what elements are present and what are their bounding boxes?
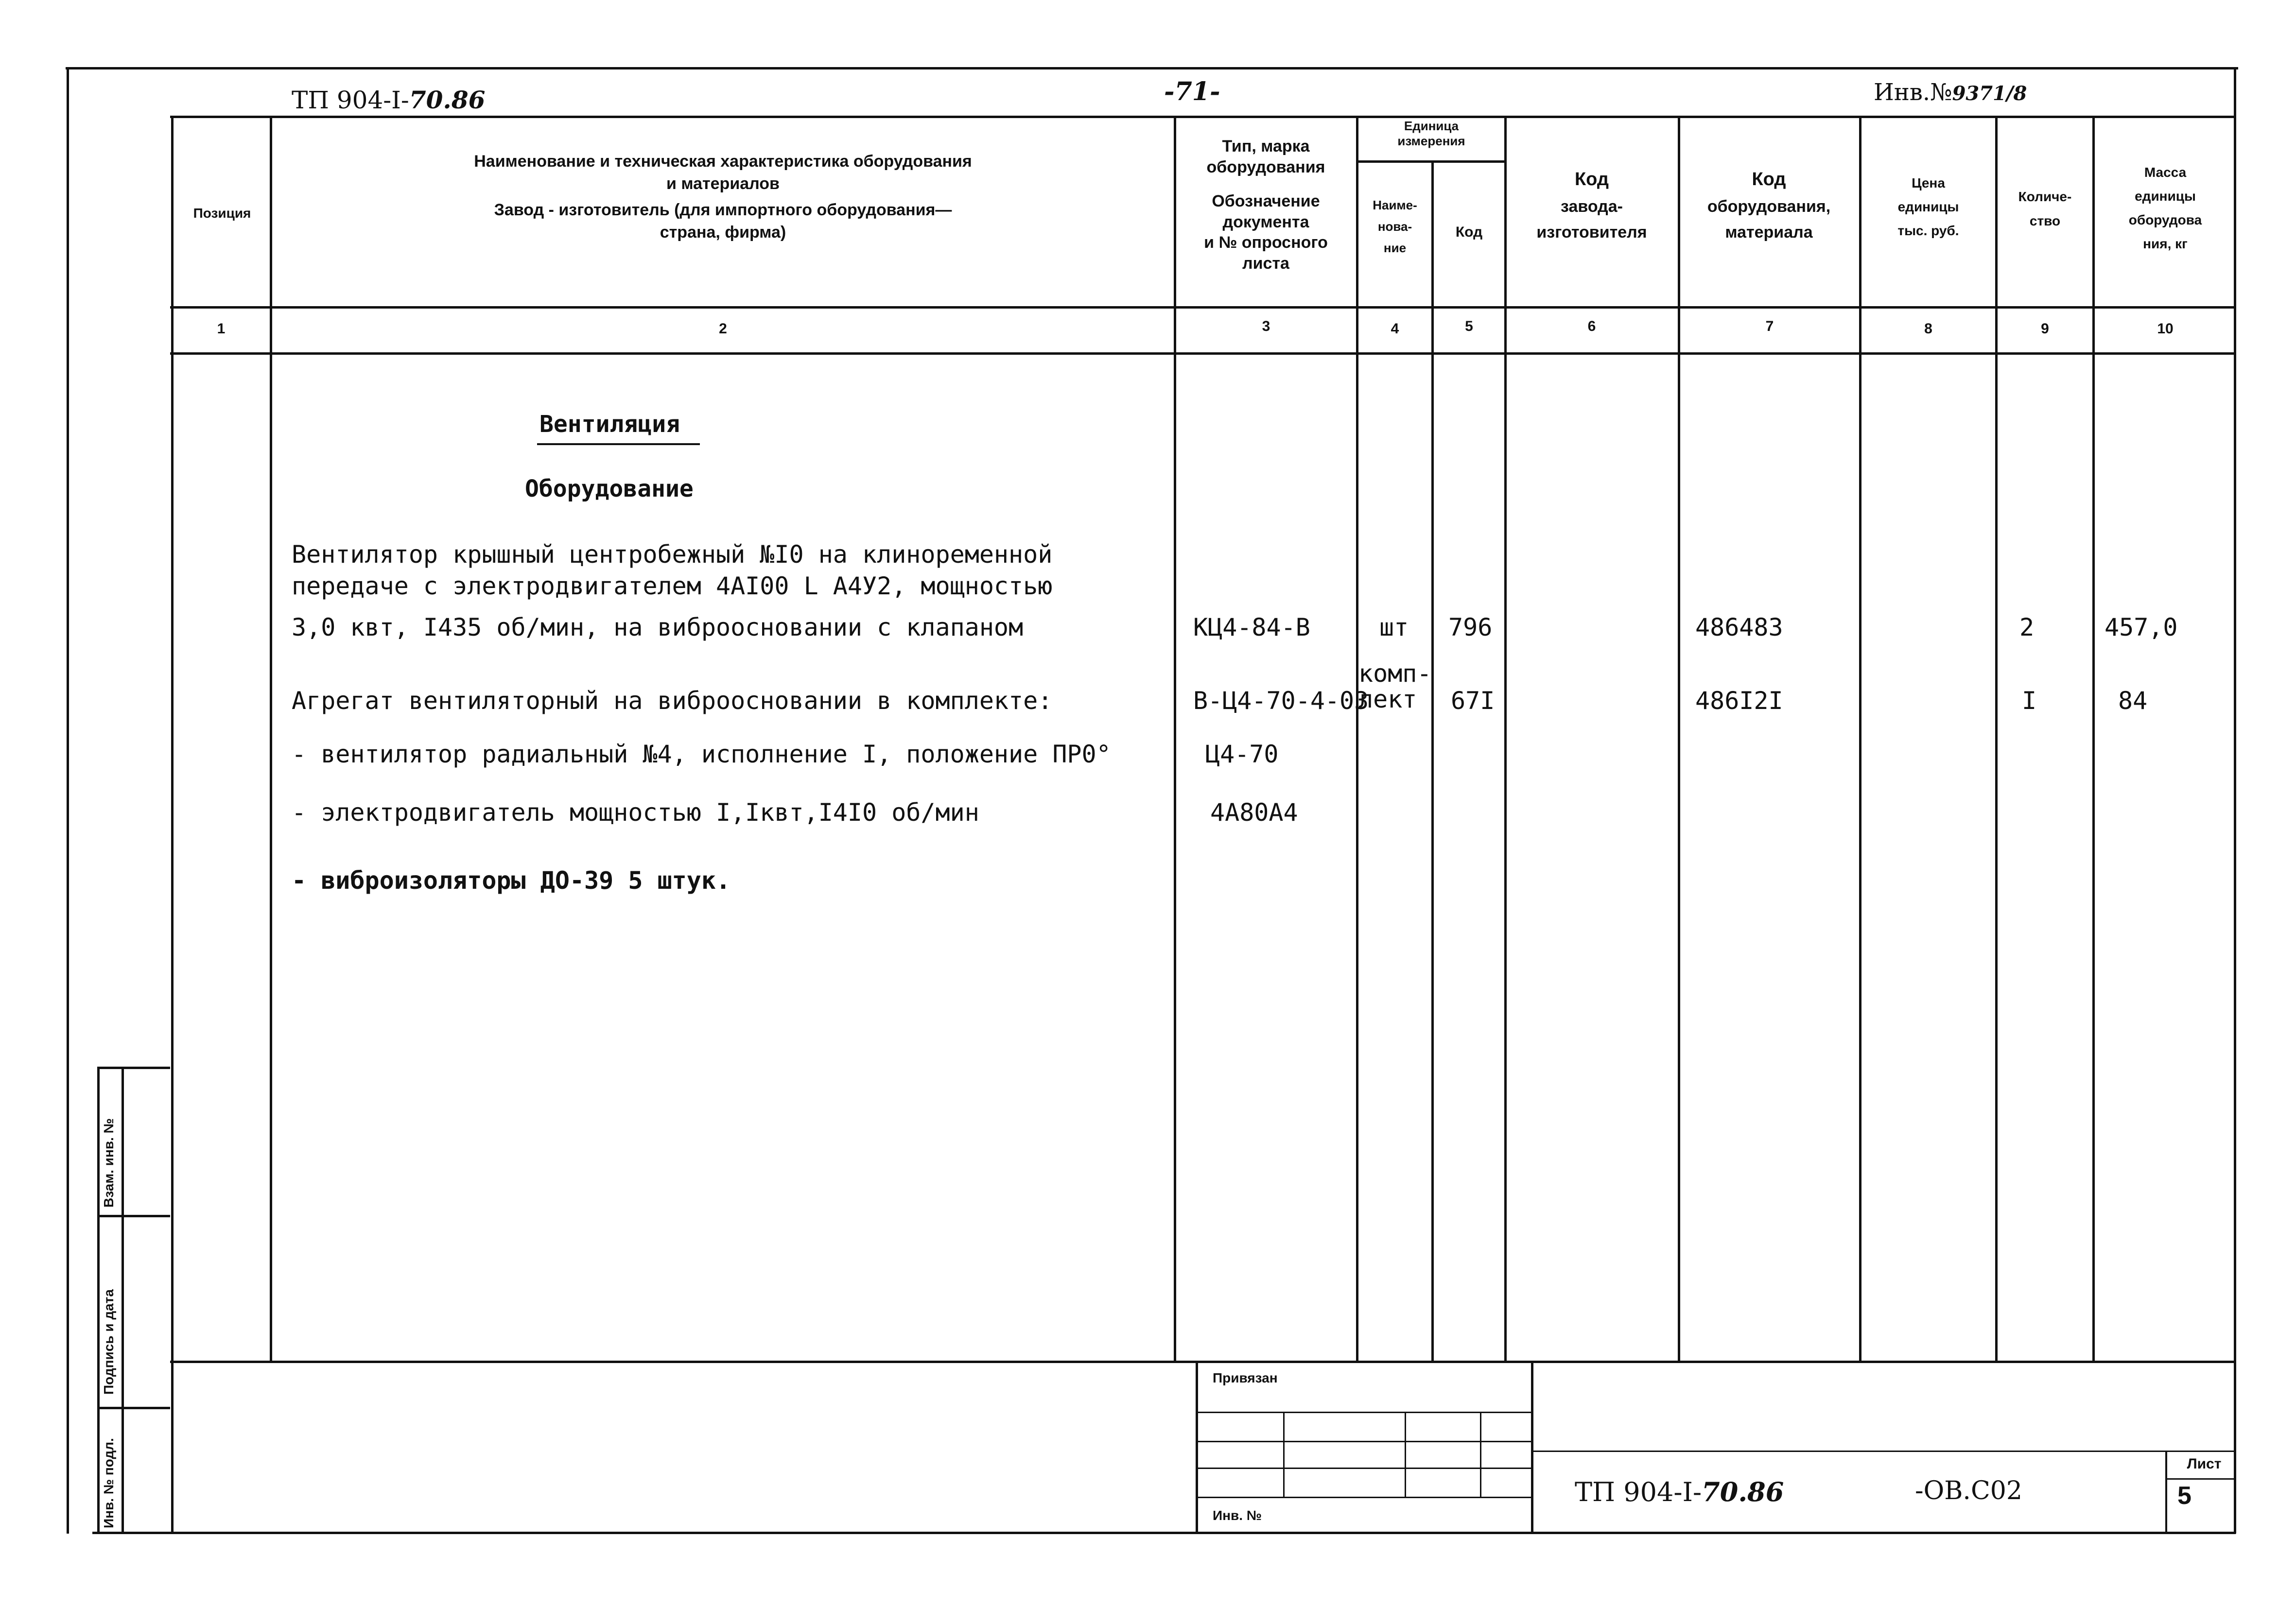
sub-item: - виброизоляторы ДО-39 5 штук. <box>292 866 731 895</box>
item1-mass: 457,0 <box>2105 613 2178 641</box>
footer-document-code <box>1575 1476 1784 1507</box>
col-header-price <box>1861 171 1995 242</box>
col-header-unit-line: Единица <box>1404 119 1459 133</box>
item2-equip-code: 486I2I <box>1695 687 1783 715</box>
footer-code-suffix: -ОВ.С02 <box>1915 1476 2022 1505</box>
col-header-price-line: Цена <box>1912 175 1945 190</box>
col-header-equip-code <box>1680 165 1858 245</box>
col-header-mass-line: единицы <box>2135 189 2196 204</box>
item1-desc-line: Вентилятор крышный центробежный №I0 на клиноременной <box>292 540 1053 569</box>
footer-code-prefix: ТП 904-I- <box>1575 1477 1702 1507</box>
col-header-equip-line: оборудования, <box>1707 197 1831 216</box>
col-header-qty-line: ство <box>2029 213 2061 229</box>
doc-code-handwritten: 70.86 <box>409 86 486 114</box>
inventory-number <box>1874 79 2027 106</box>
col-header-unit-name-line: Наиме- <box>1373 198 1417 212</box>
col-number: 9 <box>2041 321 2049 337</box>
col-header-position: Позиция <box>193 206 251 221</box>
section-title-underline <box>537 443 700 445</box>
col-header-mfr-line: Код <box>1574 169 1609 190</box>
col-header-mfr-code <box>1507 165 1677 245</box>
col-header-equip-line: материала <box>1725 223 1813 242</box>
col-header-type-line: листа <box>1242 254 1289 273</box>
col-header-name-line: Завод - изготовитель (для импортного оборудования— <box>494 200 952 219</box>
privyazan-label: Привязан <box>1213 1370 1278 1385</box>
item2-qty: I <box>2022 687 2037 715</box>
sub-item: - электродвигатель мощностью I,Iквт,I4I0 об/мин <box>292 798 979 827</box>
section-title: Вентиляция <box>539 411 680 438</box>
inv-no-label: Инв. № <box>1213 1508 1262 1523</box>
item1-equip-code: 486483 <box>1695 613 1783 641</box>
col-header-unit-name-line: нова- <box>1377 219 1412 234</box>
side-inv-orig-label: Инв. № подл. <box>101 1438 116 1528</box>
col-header-unit-line: измерения <box>1397 134 1465 149</box>
col-number: 5 <box>1465 318 1473 334</box>
col-header-name <box>275 151 1171 244</box>
item1-unit-code: 796 <box>1448 613 1493 641</box>
col-header-name-line: и материалов <box>666 174 780 193</box>
col-header-type <box>1177 136 1355 274</box>
col-header-mfr-line: изготовителя <box>1536 223 1647 242</box>
col-header-type-line: Тип, марка <box>1222 137 1310 156</box>
item2-unit-line: лект <box>1358 685 1417 713</box>
col-number: 3 <box>1262 318 1270 334</box>
inv-label: Инв.№ <box>1874 79 1952 106</box>
col-header-type-line: и № опросного <box>1204 233 1328 252</box>
page-mark: -71- <box>1164 77 1220 106</box>
col-header-mass-line: оборудова <box>2128 212 2202 227</box>
item2-unit-code: 67I <box>1451 687 1495 715</box>
col-header-unit-name <box>1358 194 1431 259</box>
col-header-unit-name-line: ние <box>1383 241 1407 256</box>
col-header-type-line: документа <box>1222 212 1309 231</box>
footer-code-handwritten: 70.86 <box>1702 1476 1784 1507</box>
subsection-title: Оборудование <box>525 475 694 502</box>
col-number: 2 <box>719 321 727 337</box>
item2-unit-line: комп- <box>1358 659 1432 688</box>
item2-type: В-Ц4-70-4-03 <box>1193 687 1369 715</box>
side-sign-date-label: Подпись и дата <box>101 1289 116 1395</box>
col-number: 10 <box>2157 321 2174 337</box>
col-number: 4 <box>1391 321 1399 337</box>
inv-handwritten: 9371/8 <box>1952 82 2027 105</box>
col-header-name-line: Наименование и техническая характеристика оборудования <box>474 152 972 171</box>
col-header-price-line: тыс. руб. <box>1897 223 1959 238</box>
col-header-name-line: страна, фирма) <box>660 223 786 242</box>
col-header-qty-line: Количе- <box>2018 189 2072 204</box>
col-header-unit-code: Код <box>1455 224 1483 240</box>
item1-type: КЦ4-84-В <box>1193 613 1310 641</box>
col-header-type-line: оборудования <box>1206 157 1325 176</box>
item2-mass: 84 <box>2118 687 2148 715</box>
sub-item-type: 4А80А4 <box>1210 798 1298 827</box>
col-header-mass <box>2095 160 2236 256</box>
item1-desc-line: 3,0 квт, I435 об/мин, на виброосновании с клапаном <box>292 613 1024 641</box>
col-number: 6 <box>1587 318 1596 334</box>
sub-item-type: Ц4-70 <box>1205 740 1279 768</box>
col-header-mass-line: Масса <box>2144 165 2187 180</box>
doc-code-typed: ТП 904-I- <box>292 86 409 114</box>
sheet-label: Лист <box>2187 1456 2222 1472</box>
col-number: 7 <box>1765 318 1774 334</box>
col-header-price-line: единицы <box>1897 199 1959 214</box>
col-header-equip-line: Код <box>1752 169 1786 190</box>
col-header-unit-group <box>1358 119 1504 149</box>
document-code <box>292 86 485 114</box>
item2-unit <box>1358 661 1432 712</box>
item2-desc: Агрегат вентиляторный на виброосновании в комплекте: <box>292 687 1053 715</box>
sheet-number: 5 <box>2177 1482 2192 1510</box>
col-header-qty <box>1998 185 2092 234</box>
col-header-type-line: Обозначение <box>1212 192 1320 210</box>
side-vzam-inv-label: Взам. инв. № <box>101 1118 116 1208</box>
item1-unit: шт <box>1379 613 1409 641</box>
col-header-mass-line: ния, кг <box>2143 236 2188 251</box>
col-number: 1 <box>217 321 226 337</box>
col-number: 8 <box>1924 321 1932 337</box>
item1-qty: 2 <box>2019 613 2035 641</box>
col-header-mfr-line: завода- <box>1561 197 1623 216</box>
item1-desc-line: передаче с электродвигателем 4АI00 L А4У2, мощностью <box>292 572 1053 600</box>
sub-item: - вентилятор радиальный №4, исполнение I, положение ПР0° <box>292 740 1111 768</box>
